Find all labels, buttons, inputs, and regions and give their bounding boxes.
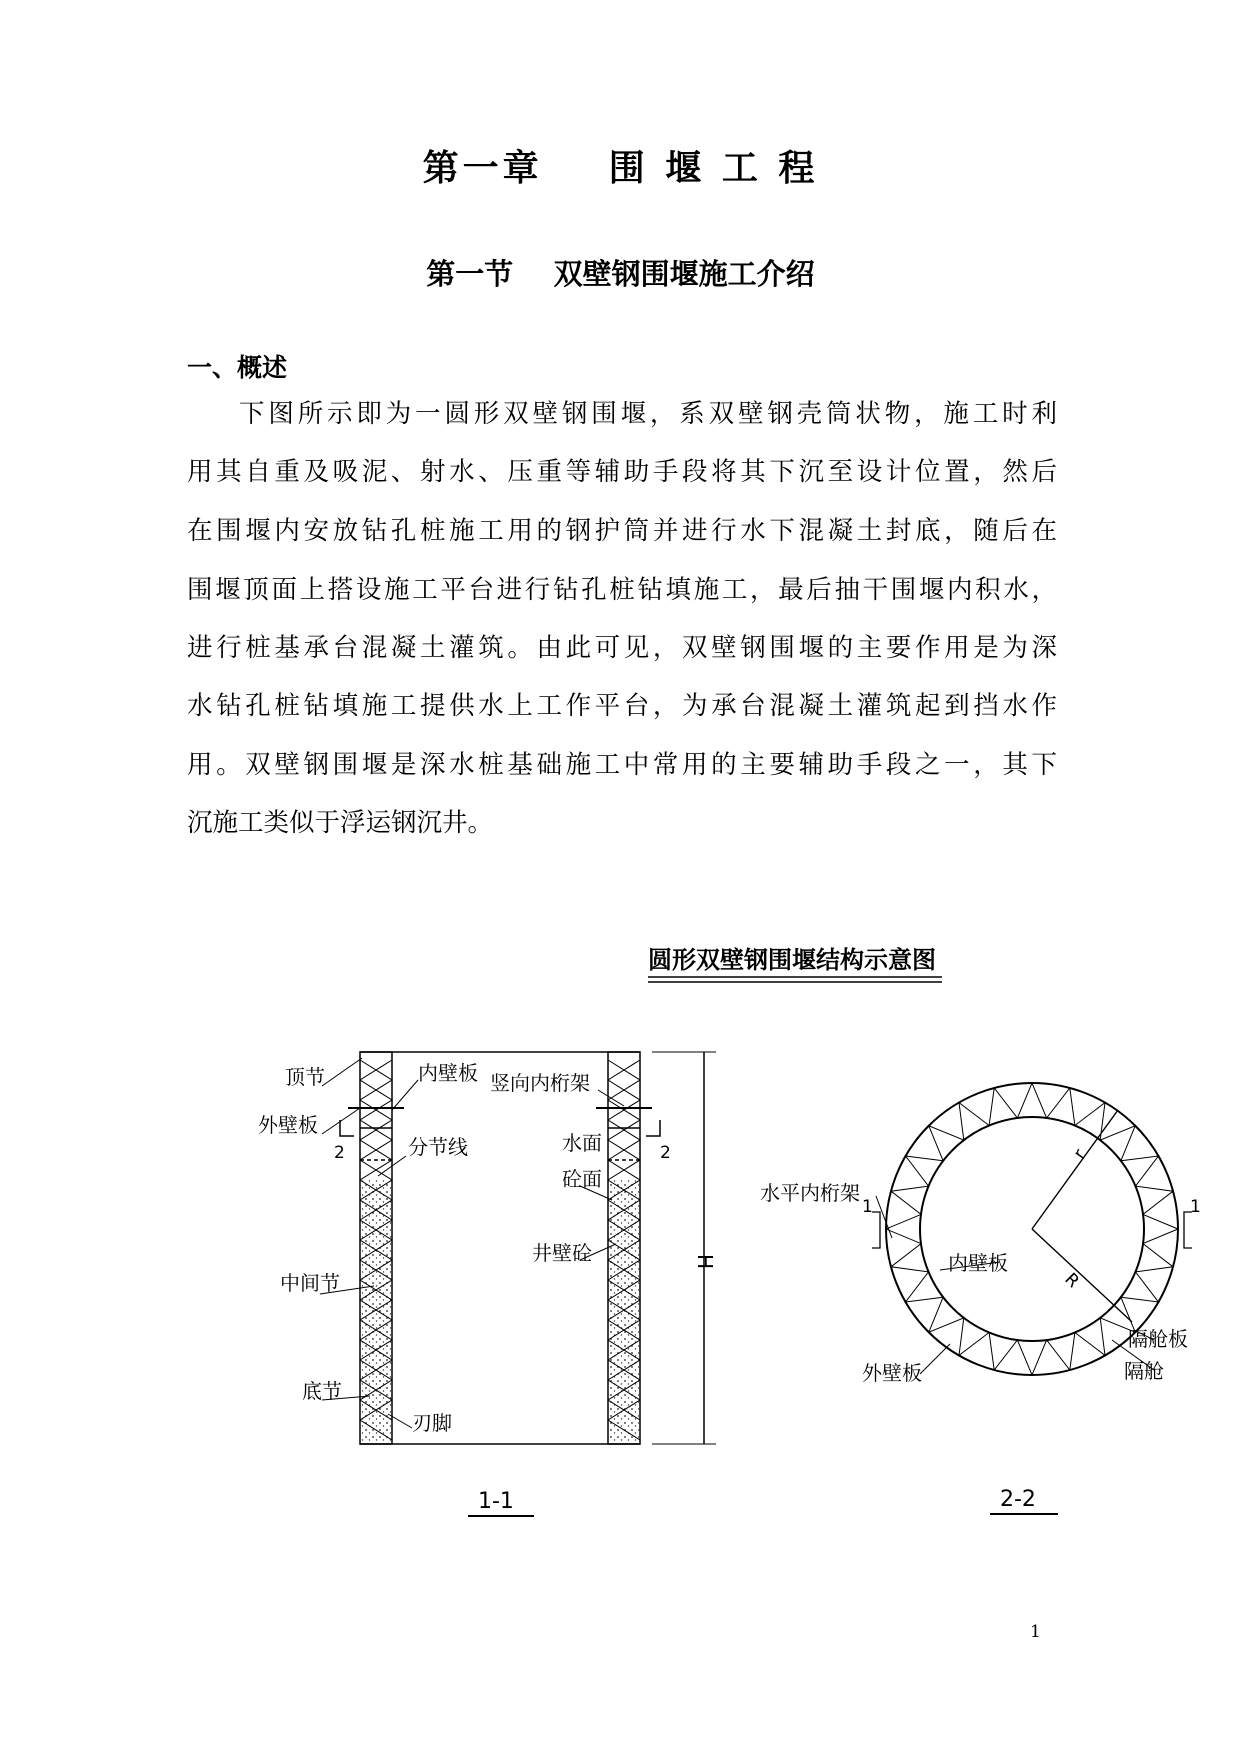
paragraph-line: 沉施工类似于浮运钢沉井。 (187, 808, 494, 838)
section-view (320, 1052, 716, 1516)
label-cutting-edge: 刃脚 (412, 1411, 452, 1435)
section-mark (1184, 1212, 1192, 1248)
paragraph-line: 下图所示即为一圆形双壁钢围堰，系双壁钢壳筒状物，施工时利 (239, 399, 1057, 429)
leader-line (322, 1108, 360, 1134)
paragraph-line: 用。双壁钢围堰是深水桩基础施工中常用的主要辅助手段之一，其下 (187, 750, 1057, 780)
plan-caption: 2-2 (1000, 1487, 1036, 1512)
leader-line (876, 1196, 892, 1238)
section-caption: 1-1 (478, 1489, 514, 1514)
radius-line-r (1032, 1110, 1118, 1229)
paragraph-line: 水钻孔桩钻填施工提供水上工作平台，为承台混凝土灌筑起到挡水作 (187, 691, 1057, 721)
label-top-segment: 顶节 (285, 1065, 325, 1089)
plan-view (872, 1083, 1192, 1514)
label-bottom-segment: 底节 (302, 1379, 342, 1403)
section-mark-left: 2 (334, 1143, 345, 1163)
label-plan-inner-wall: 内壁板 (948, 1251, 1008, 1275)
paragraph-line: 在围堰内安放钻孔桩施工用的钢护筒并进行水下混凝土封底，随后在 (187, 516, 1057, 546)
paragraph-line: 用其自重及吸泥、射水、压重等辅助手段将其下沉至设计位置，然后 (187, 457, 1057, 487)
chapter-title: 第一章 围 堰 工 程 (422, 147, 819, 189)
leader-line (392, 1080, 418, 1110)
leader-line (322, 1058, 362, 1086)
overview-heading: 一、概述 (187, 353, 288, 382)
label-radius-r: r (1069, 1145, 1091, 1163)
label-bulkhead: 隔舱 (1124, 1359, 1164, 1383)
section-mark-left: 1 (862, 1197, 873, 1217)
label-water-level: 水面 (562, 1131, 602, 1155)
leader-line (920, 1344, 950, 1374)
label-height: H (693, 1254, 717, 1270)
section-view-labels (258, 1061, 717, 1514)
cofferdam-figure (0, 930, 1241, 1550)
label-bulkhead-plate: 隔舱板 (1128, 1327, 1188, 1351)
section-mark (872, 1212, 880, 1248)
label-horizontal-truss: 水平内桁架 (760, 1181, 860, 1205)
label-vertical-truss: 竖向内桁架 (490, 1071, 590, 1095)
label-joint-line: 分节线 (408, 1135, 468, 1159)
section-mark (340, 1120, 354, 1136)
section-title: 第一节 双壁钢围堰施工介绍 (426, 257, 815, 291)
paragraph-line: 围堰顶面上搭设施工平台进行钻孔桩钻填施工，最后抽干围堰内积水， (187, 575, 1057, 605)
label-radius-R: R (1060, 1269, 1083, 1292)
label-middle-segment: 中间节 (280, 1271, 340, 1295)
label-outer-wall: 外壁板 (258, 1113, 318, 1137)
section-mark-right: 1 (1190, 1197, 1201, 1217)
label-inner-wall: 内壁板 (418, 1061, 478, 1085)
figure-title: 圆形双壁钢围堰结构示意图 (648, 946, 936, 974)
page-number: 1 (1030, 1622, 1041, 1642)
section-mark (646, 1120, 660, 1136)
label-wall-concrete: 井壁砼 (532, 1241, 592, 1265)
section-mark-right: 2 (660, 1143, 671, 1163)
paragraph-line: 进行桩基承台混凝土灌筑。由此可见，双壁钢围堰的主要作用是为深 (187, 633, 1057, 663)
label-plan-outer-wall: 外壁板 (862, 1361, 922, 1385)
label-concrete-level: 砼面 (562, 1167, 602, 1191)
